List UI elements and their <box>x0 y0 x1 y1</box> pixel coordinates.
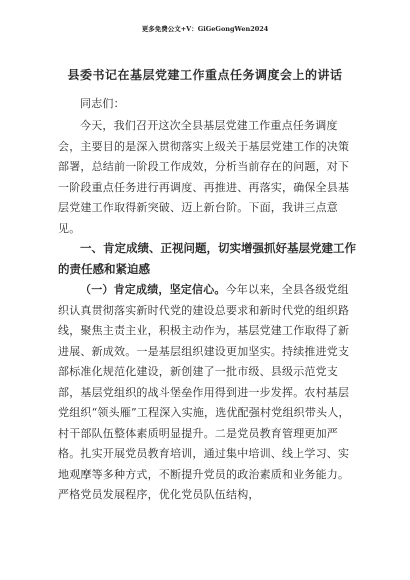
subsection-1-paragraph <box>58 280 354 506</box>
salutation <box>58 94 354 115</box>
subsection-1-body: 今年以来，全县各级党组织认真贯彻落实新时代党的建设总要求和新时代党的组织路线，聚焦主责主业，积极主动作为，基层党建工作取得了新进展、新成效。一是基层组织建设更加坚实。持续推进党支部标准化规范化建设，新创建了一批市级、县级示范党支部，基层党组织的战斗堡垒作用得到进一步发挥。农村基层党组织“领头雁”工程深入实施，选优配强村党组织带头人，村干部队伍整体素质明显提升。二是党员教育管理更加严格。扎实开展党员教育培训，通过集中培训、线上学习、实地观摩等多种方式，不断提升党员的政治素质和业务能力。严格党员发展程序，优化党员队伍结构， <box>58 283 350 501</box>
header-note: 更多免费公文+V：GiGeGongWen2024 <box>141 25 269 33</box>
subsection-1 <box>58 280 354 506</box>
salutation-text: 同志们： <box>80 97 125 110</box>
document-title: 县委书记在基层党建工作重点任务调度会上的讲话 <box>67 68 343 82</box>
section-1-heading-text: 一、肯定成绩、正视问题，切实增强抓好基层党建工作的责任感和紧迫感 <box>58 241 356 276</box>
intro-text: 今天，我们召开这次全县基层党建工作重点任务调度会，主要目的是深入贯彻落实上级关于基层党建工作的决策部署，总结前一阶段工作成效，分析当前存在的问题，对下一阶段重点任务进行再调度、再推进、再落实，确保全县基层党建工作取得新突破、迈上新台阶。下面，我讲三点意见。 <box>58 119 350 235</box>
section-1-heading <box>58 238 358 279</box>
subsection-1-heading: （一）肯定成绩，坚定信心。 <box>80 283 226 296</box>
intro-paragraph <box>58 116 354 239</box>
